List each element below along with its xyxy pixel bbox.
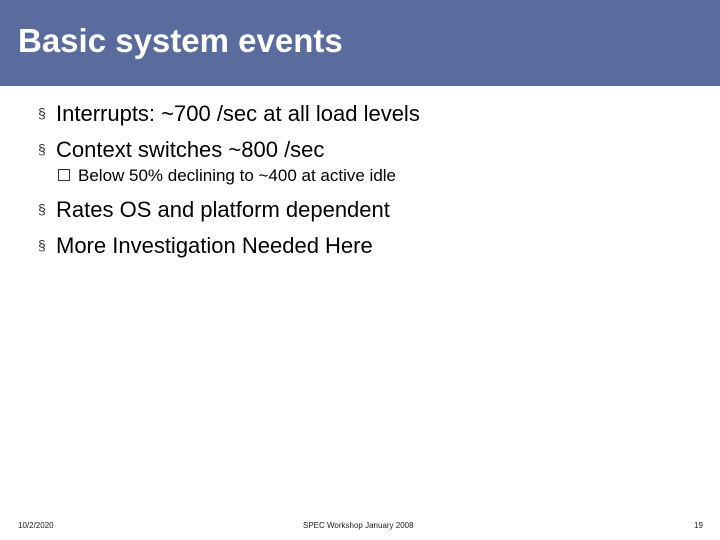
checkbox-square-icon: [58, 169, 70, 181]
sub-bullet-text: Below 50% declining to ~400 at active idle: [78, 166, 397, 185]
footer-date: 10/2/2020: [18, 521, 54, 530]
bullet-item: [38, 136, 324, 163]
bullet-marker-icon: §: [38, 105, 46, 121]
footer-center-text: SPEC Workshop January 2008: [303, 521, 414, 530]
bullet-text: Context switches ~800 /sec: [56, 137, 325, 162]
bullet-text: More Investigation Needed Here: [56, 233, 373, 258]
bullet-marker-icon: §: [38, 141, 46, 157]
bullet-marker-icon: §: [38, 201, 46, 217]
sub-bullet-item: [58, 166, 396, 186]
bullet-text: Interrupts: ~700 /sec at all load levels: [56, 101, 420, 126]
bullet-text: Rates OS and platform dependent: [56, 197, 390, 222]
slide-title: Basic system events: [18, 22, 343, 59]
bullet-item: [38, 232, 373, 259]
bullet-item: [38, 100, 420, 127]
page-number: 19: [694, 521, 703, 530]
bullet-marker-icon: §: [38, 237, 46, 253]
bullet-item: [38, 196, 390, 223]
